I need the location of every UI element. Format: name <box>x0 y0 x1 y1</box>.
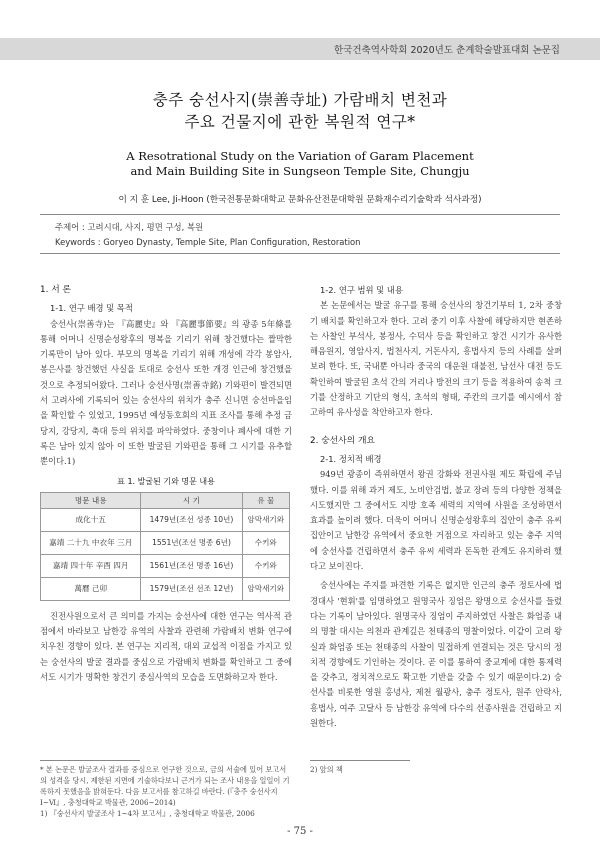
footnotes-right <box>310 764 562 775</box>
section-heading-overview: 2. 숭선사의 개요 <box>310 435 375 446</box>
paragraph-political-2: 숭선사에는 주지를 파견한 기록은 없지만 인근의 충주 정토사에 법경대사 '현휘'를 임명하였고 원명국사 징엄은 왕명으로 숭선사를 들렸다는 기록이 남아있다. 원명국사 징엄이 주지하였던 사찰은 화엄종 내의 명찰 대시는 의천과 관계깊은 천태종의 명찰이었다. 이같이 고려 왕실과 화엄종 또는 천태종의 사찰이 밀접하게 연결되는 것은 당시의 정치적 경향에도 기인하는 것이다. 곧 이를 통하여 중교계에 대한 통제력을 갖추고, 정치적으로도 확고한 기반을 갖출 수 있기 때문이다.2) 숭선사를 비롯한 영원 홍녕사, 제천 월광사, 충주 정토사, 원주 안락사, 흥법사, 여주 고달사 등 남한강 유역에 다수의 선종사원을 건립하고 지원한다. <box>310 580 562 729</box>
table-cell: 암막새기와 <box>242 577 290 600</box>
keywords-korean: 주제어 : 고려시대, 사지, 평면 구성, 복원 <box>55 222 204 232</box>
subsection-heading-background: 1-1. 연구 배경 및 목적 <box>50 303 133 314</box>
keyword-rule-top <box>40 214 560 215</box>
subsection-heading-scope: 1-2. 연구 범위 및 내용 <box>320 285 403 295</box>
footnote: 1) 『숭선사지 발굴조사 1~4차 보고서』, 충청대학교 박물관, 2006 <box>40 809 255 818</box>
paragraph-scope: 본 논문에서는 발굴 유구를 통해 숭선사의 창건기부터 1, 2차 중창기 배치를 확인하고자 한다. 고려 중기 이후 사찰에 해당하지만 현존하는 사찰인 부석사, 봉정사, 수덕사 등을 확인하고 창건 시기가 유사한 해음원지, 영암사지, 법천사지, 거돈사지, 흥법사지 등의 사례를 살펴보려 한다. 또, 국내뿐 아니라 중국의 대운원 대불전, 남선사 대전 등도 확인하여 발굴된 초석 간의 거리나 방전의 크기 등을 적용하여 송척 크기를 산정하고 기단의 형식, 초석의 형태, 주칸의 크기를 예시에서 참고하여 유사성을 착안하고자 한다. <box>310 300 562 418</box>
title-korean-line2: 주요 건물지에 관한 복원적 연구* <box>184 113 416 131</box>
section-heading-introduction: 1. 서 론 <box>40 285 71 295</box>
paragraph-purpose: 진전사원으로서 큰 의미를 가지는 숭선사에 대한 연구는 역사적 관점에서 바라보고 남한강 유역의 사찰과 관련해 가람배치 변화 연구에 치우친 경향이 있다. 본 연구는 지리적, 대외 교섭적 이점을 가지고 있는 숭선사의 발굴 결과를 중심으로 가람배치 변화를 확인하고 그 중에서도 시기가 명확한 창건기 중심사역의 모습을 도면화하고자 한다. <box>40 610 292 683</box>
footnote-rule-left <box>40 760 140 761</box>
table-cell: 수키와 <box>242 554 290 577</box>
author-line: 이 지 훈 Lee, Ji-Hoon (한국전통문화대학교 문화유산전문대학원 문화재수리기술학과 석사과정) <box>118 195 482 205</box>
paragraph-background: 숭선사(崇善寺)는 『高麗史』와 『高麗事節要』의 광종 5年條를 통해 어머니 신명순성왕후의 명복을 기리기 위해 창건했다는 짤막한 기록만이 남아 있다. 부모의 명복을 기리기 위해 개성에 각각 봉암사, 봉은사를 창건했던 사실을 토대로 숭선사 또한 개경 인근에 창건했을 것으로 추정되어왔다. 그러나 숭선사명(崇善寺銘) 기와편이 발견되면서 고려사에 기록되어 있는 숭선사의 위치가 충주 신니면 숭선마을임을 확인할 수 있었고, 1995년 예성동호회의 지표 조사를 통해 추정 금당지, 강당지, 축대 등의 위치를 파악하였다. 중창이나 폐사에 대한 기록은 남아 있지 않아 이 또한 발굴된 기와편을 통해 그 시기를 유추할 뿐이다.1) <box>40 318 292 467</box>
paragraph-political-1: 949년 광종이 즉위하면서 왕권 강화와 전권사원 제도 확립에 주님했다. 이를 위해 과거 제도, 노비안검법, 불교 장려 등의 다양한 정책을 시도했지만 그 중에서도 지방 호족 세력의 지역에 사원을 조성하면서 효과를 높이려 했다. 더욱이 어머니 신명순성왕후의 집안이 충주 유씨 집안이고 남한강 유역에서 중요한 거점으로 자리하고 있는 충주 지역에 숭선사를 건립하면서 충주 유씨 세력과 돈독한 관계도 유지하려 했다고 보이진다. <box>310 469 562 572</box>
inscription-table <box>40 492 290 601</box>
table-header-cell: 유 물 <box>242 492 290 508</box>
keyword-rule-bottom <box>40 253 560 254</box>
keywords-english: Keywords : Goryeo Dynasty, Temple Site, Plan Configuration, Restoration <box>55 237 361 247</box>
table-row <box>41 554 290 577</box>
table-cell: 萬曆 己卯 <box>41 577 141 600</box>
table-cell: 1579년(조선 선조 12년) <box>141 577 242 600</box>
table-cell: 암막새기와 <box>242 508 290 531</box>
footnotes-left <box>40 764 292 819</box>
table-header-cell: 시 기 <box>141 492 242 508</box>
table-row <box>41 577 290 600</box>
table-cell: 嘉靖 四十年 辛酉 四月 <box>41 554 141 577</box>
title-english-line1: A Resotrational Study on the Variation of Garam Placement <box>126 149 474 163</box>
title-english-line2: and Main Building Site in Sungseon Temple Site, Chungju <box>130 164 470 178</box>
table-cell: 1479년(조선 성종 10년) <box>141 508 242 531</box>
footnote: 2) 앞의 책 <box>310 765 343 774</box>
subsection-heading-political: 2-1. 정치적 배경 <box>320 453 382 464</box>
right-column <box>310 283 562 731</box>
table-header-row <box>41 492 290 508</box>
table-row <box>41 531 290 554</box>
table-cell: 嘉靖 二十九 中衣年 三月 <box>41 531 141 554</box>
title-korean-line1: 충주 숭선사지(崇善寺址) 가람배치 변천과 <box>152 91 448 109</box>
table-caption: 표 1. 발굴된 기와 명문 내용 <box>117 476 215 486</box>
journal-header: 한국건축역사학회 2020년도 춘계학술발표대회 논문집 <box>334 45 560 56</box>
page-number: - 75 - <box>287 826 313 837</box>
left-column <box>40 283 292 685</box>
footnote-rule-right <box>310 760 410 761</box>
table-cell: 1561년(조선 명종 16년) <box>141 554 242 577</box>
table-cell: 成化十五 <box>41 508 141 531</box>
table-header-cell: 명문 내용 <box>41 492 141 508</box>
table-cell: 1551년(조선 명종 6년) <box>141 531 242 554</box>
footnote: * 본 논문은 발굴조사 결과를 중심으로 연구한 것으로, 금의 서술에 있어 보고서의 성격을 당시, 제한된 지면에 기술하다보니 근거가 되는 조사 내용을 일일이 기록하지 못했음을 밝혀둔다. 다음 보고서를 참고하길 바란다. (『충주 숭선사지 Ⅰ~Ⅵ』, 충청대학교 박물관, 2006~2014) <box>40 765 290 807</box>
table-cell: 수키와 <box>242 531 290 554</box>
table-row <box>41 508 290 531</box>
